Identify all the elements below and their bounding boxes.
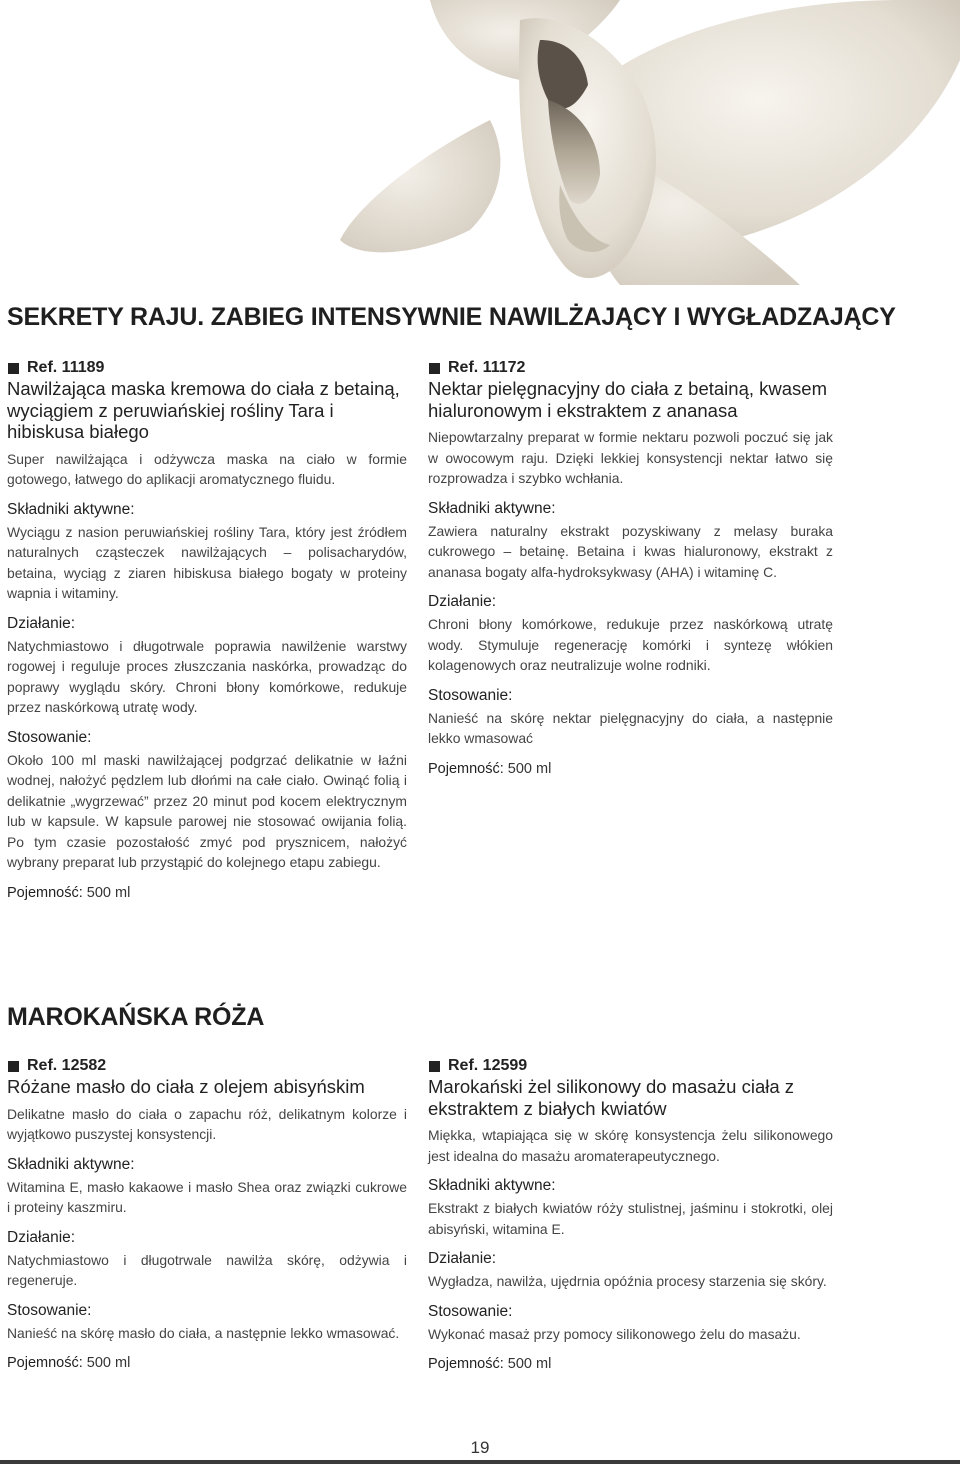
usage-label: Stosowanie: bbox=[428, 1302, 513, 1320]
product-11189 bbox=[7, 358, 407, 903]
action-text: Chroni błony komórkowe, redukuje przez naskórkową utratę wody. Stymuluje regenerację komórki i syntezę włókien kolagenowych oraz neutralizuje wolne rodniki. bbox=[428, 616, 833, 673]
usage-text: Nanieść na skórę masło do ciała, a następnie lekko wmasować. bbox=[7, 1324, 400, 1341]
action-text: Natychmiastowo i długotrwale nawilża skórę, odżywia i regeneruje. bbox=[7, 1251, 407, 1288]
bullet-square-icon bbox=[429, 363, 440, 374]
ingredients-text: Witamina E, masło kakaowe i masło Shea oraz związki cukrowe i proteiny kaszmiru. bbox=[7, 1178, 407, 1215]
product-name: Marokański żel silikonowy do masażu ciała z ekstraktem z białych kwiatów bbox=[428, 1076, 795, 1119]
product-description: Miękka, wtapiająca się w skórę konsystencja żelu silikonowego jest idealna do masażu aromaterapeutycznego. bbox=[428, 1127, 833, 1164]
capacity-label: Pojemność: bbox=[7, 884, 83, 901]
capacity bbox=[428, 759, 833, 779]
section-title-sekrety-raju: SEKRETY RAJU. ZABIEG INTENSYWNIE NAWILŻAJĄCY I WYGŁADZAJĄCY bbox=[7, 303, 896, 331]
product-description: Super nawilżająca i odżywcza maska na ciało w formie gotowego, łatwego do aplikacji aromatycznego fluidu. bbox=[7, 450, 407, 487]
capacity-label: Pojemność: bbox=[428, 760, 504, 777]
action-label: Działanie: bbox=[428, 593, 497, 610]
bullet-square-icon bbox=[8, 363, 19, 374]
action-label: Działanie: bbox=[428, 1250, 497, 1267]
capacity-label: Pojemność: bbox=[428, 1356, 504, 1372]
capacity bbox=[7, 1353, 407, 1373]
ingredients-label: Składniki aktywne: bbox=[428, 1177, 556, 1194]
ingredients-label: Składniki aktywne: bbox=[7, 1155, 135, 1173]
ingredients-label: Składniki aktywne: bbox=[7, 500, 135, 518]
product-name: Nawilżająca maska kremowa do ciała z betainą, wyciągiem z peruwiańskiej rośliny Tara i hibiskusa białego bbox=[7, 378, 400, 442]
capacity bbox=[428, 1354, 833, 1374]
product-11172 bbox=[428, 358, 833, 779]
usage-label: Stosowanie: bbox=[428, 686, 513, 704]
usage-text: Wykonać masaż przy pomocy silikonowego żelu do masażu. bbox=[428, 1325, 801, 1342]
product-12582 bbox=[7, 1056, 407, 1373]
product-name: Różane masło do ciała z olejem abisyńskim bbox=[7, 1076, 365, 1097]
action-label: Działanie: bbox=[7, 1228, 76, 1246]
capacity-value: 500 ml bbox=[86, 1355, 131, 1371]
bullet-square-icon bbox=[429, 1061, 440, 1072]
product-ref: Ref. 12599 bbox=[448, 1057, 528, 1074]
ingredients-text: Wyciągu z nasion peruwiańskiej rośliny Tara, który jest źródłem naturalnych cząsteczek nawilżających – polisacharydów, betaina, wyciąg z ziaren hibiskusa białego bogaty w proteiny wapnia i witaminy. bbox=[7, 523, 407, 601]
capacity-value: 500 ml bbox=[507, 760, 552, 777]
product-ref: Ref. 12582 bbox=[27, 1057, 107, 1074]
product-12599 bbox=[428, 1056, 833, 1374]
ingredients-text: Zawiera naturalny ekstrakt pozyskiwany z melasy buraka cukrowego – betainę. Betaina i kwas hialuronowy, ekstrakt z ananasa bogaty alfa-hydroksykwasy (AHA) i witaminę C. bbox=[428, 522, 833, 580]
section-title-marokanska-roza: MAROKAŃSKA RÓŻA bbox=[7, 1003, 265, 1031]
page-number: 19 bbox=[470, 1438, 490, 1457]
product-description: Niepowtarzalny preparat w formie nektaru pozwoli poczuć się jak w owocowym raju. Dzięki lekkiej konsystencji nektar łatwo się rozprowadza i szybko wchłania. bbox=[428, 429, 833, 486]
capacity bbox=[7, 883, 407, 903]
capacity-label: Pojemność: bbox=[7, 1355, 83, 1371]
ingredients-label: Składniki aktywne: bbox=[428, 499, 556, 517]
action-text: Wygładza, nawilża, ujędrnia opóźnia procesy starzenia się skóry. bbox=[428, 1273, 827, 1289]
action-label: Działanie: bbox=[7, 614, 76, 632]
orchid-photo bbox=[0, 0, 960, 285]
usage-label: Stosowanie: bbox=[7, 728, 92, 746]
product-description: Delikatne masło do ciała o zapachu róż, delikatnym kolorze i wyjątkowo puszystej konsystencji. bbox=[7, 1105, 407, 1142]
usage-text: Nanieść na skórę nektar pielęgnacyjny do ciała, a następnie lekko wmasować bbox=[428, 709, 833, 746]
product-name: Nektar pielęgnacyjny do ciała z betainą, kwasem hialuronowym i ekstraktem z ananasa bbox=[428, 378, 827, 421]
capacity-value: 500 ml bbox=[507, 1356, 552, 1372]
bullet-square-icon bbox=[8, 1061, 19, 1072]
capacity-value: 500 ml bbox=[86, 884, 131, 901]
usage-label: Stosowanie: bbox=[7, 1301, 92, 1319]
action-text: Natychmiastowo i długotrwale poprawia nawilżenie warstwy rogowej i reguluje proces złuszczania naskórka, prowadząc do poprawy wyglądu skóry. Chroni błony komórkowe, redukuje przez naskórkową utratę wody. bbox=[7, 637, 407, 715]
usage-text: Około 100 ml maski nawilżającej podgrzać delikatnie w łaźni wodnej, nałożyć pędzlem lub dłońmi na całe ciało. Owinąć folią i delikatnie „wygrzewać” przez 20 minut pod kocem elektrycznym lub w kapsule. W kapsule parowej nie stosować owijania folią. Po tym czasie pozostałość zmyć pod prysznicem, nałożyć wybrany preparat lub przystąpić do kolejnego etapu zabiegu. bbox=[7, 751, 407, 870]
product-ref: Ref. 11189 bbox=[27, 359, 105, 376]
product-ref: Ref. 11172 bbox=[448, 359, 526, 376]
footer-bar bbox=[0, 1460, 960, 1464]
ingredients-text: Ekstrakt z białych kwiatów róży stulistnej, jaśminu i stokrotki, olej abisyński, witamina E. bbox=[428, 1200, 833, 1237]
